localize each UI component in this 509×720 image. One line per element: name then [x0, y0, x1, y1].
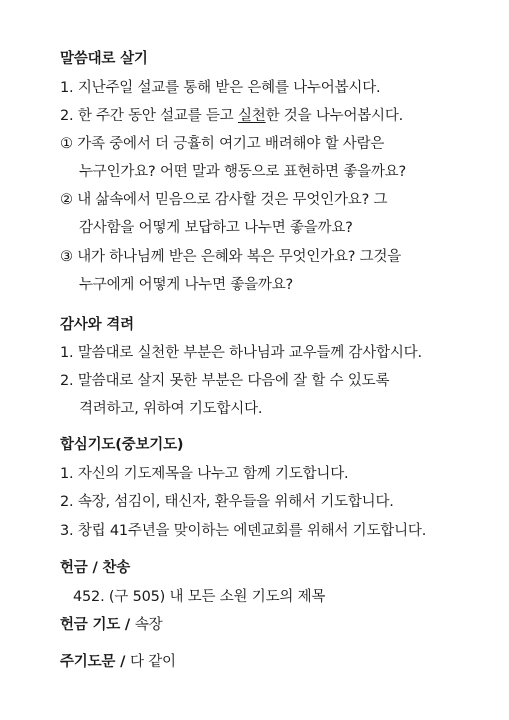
question-item-continuation: 누구인가요? 어떤 말과 행동으로 표현하면 좋을까요? — [79, 164, 406, 180]
underlined-word: 실천 — [237, 108, 266, 124]
list-item: 2. 속장, 섬김이, 태신자, 환우들을 위해서 기도합니다. — [60, 494, 394, 510]
question-item-continuation: 감사함을 어떻게 보답하고 나누면 좋을까요? — [79, 220, 353, 236]
section-heading-live-by-word: 말씀대로 살기 — [60, 51, 148, 67]
list-item-suffix: 한 것을 나누어봅시다. — [265, 108, 404, 124]
section-heading-offering-hymn: 헌금 / 찬송 — [60, 560, 131, 576]
lords-prayer-value: 다 같이 — [130, 654, 176, 670]
list-item: 1. 지난주일 설교를 통해 받은 은혜를 나누어봅시다. — [60, 80, 381, 96]
question-item: ① 가족 중에서 더 긍휼히 여기고 배려해야 할 사람은 — [60, 136, 385, 152]
list-item: 2. 말씀대로 살지 못한 부분은 다음에 잘 할 수 있도록 — [60, 373, 390, 389]
offering-prayer-heading: 헌금 기도 / — [60, 617, 135, 633]
list-item — [60, 107, 403, 125]
question-item: ② 내 삶속에서 믿음으로 감사할 것은 무엇인가요? 그 — [60, 192, 388, 208]
hymn-line: 452. (구 505) 내 모든 소원 기도의 제목 — [73, 589, 326, 605]
offering-prayer-line — [60, 616, 163, 634]
question-item: ③ 내가 하나님께 받은 은혜와 복은 무엇인가요? 그것을 — [60, 249, 402, 265]
list-item-continuation: 격려하고, 위하여 기도합시다. — [79, 401, 263, 417]
lords-prayer-heading: 주기도문 / — [60, 654, 131, 670]
section-heading-thanks-encouragement: 감사와 격려 — [60, 317, 134, 333]
list-item-prefix: 2. 한 주간 동안 설교를 듣고 — [60, 108, 238, 124]
question-item-continuation: 누구에게 어떻게 나누면 좋을까요? — [79, 277, 294, 293]
list-item: 1. 말씀대로 실천한 부분은 하나님과 교우들께 감사합시다. — [60, 345, 422, 361]
section-heading-united-prayer: 합심기도(중보기도) — [60, 437, 184, 453]
lords-prayer-line — [60, 653, 176, 671]
list-item: 1. 자신의 기도제목을 나누고 함께 기도합니다. — [60, 466, 349, 482]
list-item: 3. 창립 41주년을 맞이하는 에덴교회를 위해서 기도합니다. — [60, 523, 427, 539]
offering-prayer-leader: 속장 — [134, 617, 163, 633]
